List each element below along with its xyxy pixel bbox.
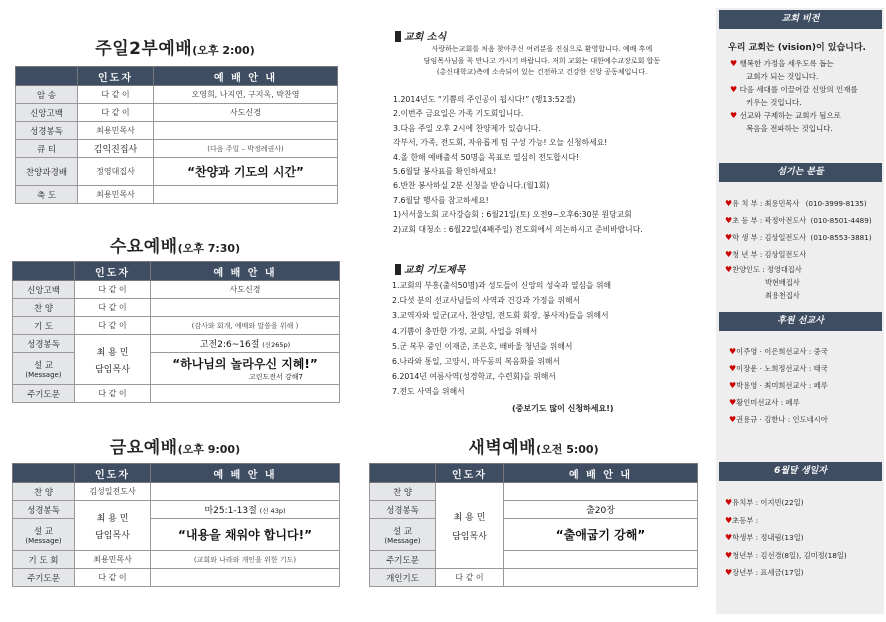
row-leader: 다 같 이 [75, 317, 151, 335]
heart-icon: ♥ [725, 199, 733, 208]
table-row [13, 483, 340, 501]
table-row [370, 569, 698, 587]
sunday2-time: (오후 2:00) [192, 44, 255, 57]
row-label: 찬 양 [13, 483, 75, 501]
row-label [13, 353, 75, 385]
list-item: 3.교역자와 일군(교사, 찬양팀, 전도회 회장, 봉사자)들을 위해서 [392, 311, 609, 321]
header-guide: 예 배 안 내 [151, 262, 340, 281]
table-row [13, 281, 340, 299]
row-guide: (교회와 나라와 개인을 위한 기도) [151, 551, 340, 569]
heart-icon: ♥ [725, 568, 733, 577]
table-header-row [13, 262, 340, 281]
table-row [16, 140, 338, 158]
list-item: ♥청년부 : 김선경(8일), 김미정(18일) [725, 550, 847, 560]
list-item: 4.기쁨이 충만한 가정, 교회, 사업을 위해서 [392, 326, 538, 336]
table-row [370, 519, 698, 551]
list-item: 1.2014년도 “기쁨의 주인공이 됩시다!” (행13:52절) [393, 95, 576, 104]
list-item: 3.다음 주일 오후 2시에 찬양제가 있습니다. [393, 123, 541, 133]
row-label: 성경봉독 [13, 335, 75, 353]
heart-icon: ♥ [725, 515, 733, 525]
header-leader: 인도자 [75, 262, 151, 281]
row-guide [151, 569, 340, 587]
sunday2-heading [15, 34, 335, 59]
row-label: 주기도문 [370, 551, 436, 569]
row-leader: 김익진집사 [78, 140, 154, 158]
scripture-ref: 마25:1-13절 [204, 506, 257, 516]
merged-leader [436, 483, 504, 569]
vision-lead: 우리 교회는 (vision)이 있습니다. [728, 43, 866, 53]
table-row [13, 569, 340, 587]
prayer-footer: (중보기도 많이 신청하세요!) [512, 404, 614, 413]
heart-icon: ♥ [729, 398, 737, 407]
row-label: 찬 양 [13, 299, 75, 317]
row-label: 신앙고백 [16, 104, 78, 122]
table-row [13, 299, 340, 317]
leader-role: 담임목사 [95, 530, 130, 541]
list-item: 4.올 한해 예배출석 50명을 목표로 열심히 전도합시다! [393, 152, 579, 162]
leader-name: 최 용 민 [96, 513, 129, 524]
prayer-list [392, 278, 611, 400]
row-guide: 오영희, 나지연, 구지옥, 박찬영 [154, 86, 338, 104]
sunday2-table [15, 66, 338, 204]
row-label: 큐 티 [16, 140, 78, 158]
scripture-page: (신265p) [262, 341, 291, 349]
row-guide: “찬양과 기도의 시간” [154, 158, 338, 186]
list-item: ♥ 행복한 가정을 세우도록 돕는 [730, 59, 834, 68]
wednesday-time: (오후 7:30) [177, 242, 241, 255]
birthdays-list [725, 494, 847, 582]
row-leader: 정영대집사 [78, 158, 154, 186]
list-item: ♥청 년 부 : 김상일전도사 [725, 250, 807, 259]
row-guide: “내용을 채워야 합니다!” [151, 519, 340, 551]
news-intro: 사랑하는교회를 처음 찾아주신 여러분을 진심으로 환영합니다. 예배 후에 담임목사님을 꼭 만나고 가시기 바랍니다. 저희 교회는 대한예수교장로회 합동 (총신대학교)측에 소속되어 있는 건전하고 건강한 신앙 공동체입니다. [423, 45, 661, 76]
list-item: ♥유 치 부 : 최용민목사 (010-3999-8135) [725, 199, 867, 208]
row-guide [151, 353, 340, 385]
row-guide [504, 483, 698, 501]
friday-title: 금요예배 [109, 438, 178, 458]
row-leader: 다 같 이 [78, 86, 154, 104]
servants-list [725, 195, 872, 302]
friday-table [12, 463, 340, 587]
header-guide: 예 배 안 내 [504, 464, 698, 483]
row-leader: 다 같 이 [436, 569, 504, 587]
row-guide: 사도신경 [151, 281, 340, 299]
square-bullet-icon [395, 264, 401, 275]
table-row [13, 551, 340, 569]
list-item: 박현배집사 [765, 278, 800, 287]
list-item: ♥찬양인도 : 정영대집사 [725, 265, 802, 274]
row-guide [151, 385, 340, 403]
row-label: 찬양과경배 [16, 158, 78, 186]
header-leader: 인도자 [78, 67, 154, 86]
table-header-row [13, 464, 340, 483]
row-label: 성경봉독 [13, 501, 75, 519]
row-label [13, 519, 75, 551]
label-main: 설 교 [392, 526, 413, 537]
list-item: 6.2014년 여름사역(성경학교, 수련회)을 위해서 [392, 372, 556, 382]
row-label: 암 송 [16, 86, 78, 104]
table-row [13, 353, 340, 385]
row-guide: 출20장 [504, 501, 698, 519]
scripture-ref: 고전2:6~16절 [199, 340, 260, 350]
list-item: ♥학생부 : 정내림(13일) [725, 533, 804, 542]
list-item: 7.6월달 행사를 참고하세요! [393, 195, 489, 205]
list-item: 1)서서울노회 교사강습회 : 6월21일(토) 오전9~오후6:30분 원당교회 [393, 210, 632, 220]
heart-icon: ♥ [730, 59, 738, 68]
row-guide: “출애굽기 강해” [504, 519, 698, 551]
heart-icon: ♥ [730, 85, 738, 94]
birthdays-header: 6월달 생일자 [719, 462, 882, 481]
row-label: 기 도 [13, 317, 75, 335]
row-leader: 김성일전도사 [75, 483, 151, 501]
heart-icon: ♥ [725, 498, 733, 507]
label-sub: (Message) [384, 536, 421, 545]
heart-icon: ♥ [730, 111, 738, 120]
list-item: ♥이장운 · 노희정선교사 : 태국 [729, 364, 828, 373]
vision-header: 교회 비전 [719, 10, 882, 29]
row-guide [504, 551, 698, 569]
dawn-title: 새벽예배 [468, 438, 537, 458]
list-item: ♥황인미선교사 : 페루 [729, 398, 800, 407]
heart-icon: ♥ [729, 347, 737, 356]
row-label: 주기도문 [13, 569, 75, 587]
news-list [393, 93, 643, 237]
row-label: 신앙고백 [13, 281, 75, 299]
row-leader: 최용민목사 [75, 551, 151, 569]
label-sub: (Message) [25, 536, 62, 545]
label-main: 설 교 [33, 526, 54, 537]
missionaries-list [729, 343, 828, 428]
row-guide [151, 483, 340, 501]
dawn-table [369, 463, 698, 587]
list-item: ♥학 생 부 : 김상일전도사 (010-8553-3881) [725, 233, 872, 242]
row-leader: 다 같 이 [75, 385, 151, 403]
table-row [16, 186, 338, 204]
servants-header: 섬기는 분들 [719, 163, 882, 182]
heart-icon: ♥ [725, 233, 733, 242]
merged-leader [75, 335, 151, 385]
table-row [13, 385, 340, 403]
header-guide: 예 배 안 내 [154, 67, 338, 86]
list-item: ♥초 등 부 : 곽정아전도사 (010-8501-4489) [725, 216, 872, 225]
list-item: 6.반찬 봉사하실 2분 신청을 받습니다.(월1회) [393, 181, 550, 191]
list-item: ♥권용규 · 김한나 : 인도네시아 [729, 415, 828, 424]
list-item: 6.나라와 통일, 고양시, 마두동의 복음화를 위해서 [392, 357, 560, 367]
heart-icon: ♥ [725, 550, 733, 560]
table-row [370, 551, 698, 569]
friday-heading [12, 433, 338, 458]
sermon-title: “하나님의 놀라우신 지혜!” [172, 357, 318, 371]
list-item: ♥초등부 : [725, 515, 759, 525]
list-item: 7.전도 사역을 위해서 [392, 387, 465, 397]
row-leader: 최용민목사 [78, 122, 154, 140]
list-item: ♥유치부 : 이지빈(22일) [725, 498, 804, 507]
row-label: 찬 양 [370, 483, 436, 501]
heart-icon: ♥ [725, 533, 733, 542]
header-leader: 인도자 [436, 464, 504, 483]
list-item: 2.이번주 금요일은 가족 기도회입니다. [393, 109, 524, 119]
list-item: 5.6월달 봉사표를 확인하세요! [393, 167, 497, 177]
table-row [13, 335, 340, 353]
heart-icon: ♥ [729, 415, 737, 424]
dawn-heading [370, 433, 697, 458]
dawn-time: (오전 5:00) [536, 443, 599, 456]
merged-leader [75, 501, 151, 551]
leader-role: 담임목사 [95, 364, 130, 375]
news-title: 교회 소식 [395, 28, 446, 43]
row-guide [154, 122, 338, 140]
list-item: 2)교회 대청소 : 6월22일(4째주일) 전도회에서 의논하시고 준비바랍니다. [393, 224, 643, 234]
table-row [370, 483, 698, 501]
table-row [13, 519, 340, 551]
table-row [16, 104, 338, 122]
table-row [16, 158, 338, 186]
friday-time: (오후 9:00) [177, 443, 241, 456]
list-item: 1.교회의 부흥(출석50명)과 성도들이 신앙의 성숙과 열심을 위해 [392, 281, 612, 290]
row-guide: (다음 주일 – 박정례권사) [154, 140, 338, 158]
row-guide: 사도신경 [154, 104, 338, 122]
list-item: 5.군 복무 중인 이재준, 조은호, 배바울 청년을 위해서 [392, 341, 573, 351]
leader-name: 최 용 민 [453, 512, 486, 523]
heart-icon: ♥ [725, 216, 733, 225]
row-label: 기 도 회 [13, 551, 75, 569]
row-leader: 다 같 이 [78, 104, 154, 122]
row-leader: 다 같 이 [75, 569, 151, 587]
list-item: 2.다섯 분의 선교사님들의 사역과 건강과 가정을 위해서 [392, 296, 581, 306]
list-item: ♥박용영 · 최미희선교사 : 페루 [729, 381, 828, 390]
table-header-row [16, 67, 338, 86]
row-label: 성경봉독 [16, 122, 78, 140]
table-row [16, 122, 338, 140]
label-main: 설 교 [33, 360, 54, 371]
row-guide [151, 299, 340, 317]
scripture-page: (신 43p) [259, 507, 286, 515]
row-leader: 다 같 이 [75, 299, 151, 317]
leader-role: 담임목사 [452, 531, 487, 542]
row-leader: 다 같 이 [75, 281, 151, 299]
wednesday-heading [12, 232, 338, 257]
prayer-title: 교회 기도제목 [395, 261, 465, 276]
list-item: 최용천집사 [765, 291, 800, 300]
list-item: 교회가 되는 것입니다. [746, 72, 819, 81]
missionaries-header: 후원 선교사 [719, 312, 882, 331]
heart-icon: ♥ [725, 265, 733, 274]
heart-icon: ♥ [729, 364, 737, 373]
header-leader: 인도자 [75, 464, 151, 483]
row-label [370, 519, 436, 551]
row-guide [151, 335, 340, 353]
row-guide [504, 569, 698, 587]
header-guide: 예 배 안 내 [151, 464, 340, 483]
list-item: 각부서, 가족, 전도회, 자유롭게 팀 구성 가능! 오늘 신청하세요! [393, 138, 608, 148]
row-leader: 최용민목사 [78, 186, 154, 204]
leader-name: 최 용 민 [96, 347, 129, 358]
row-label: 주기도문 [13, 385, 75, 403]
row-label: 개인기도 [370, 569, 436, 587]
row-label: 축 도 [16, 186, 78, 204]
sunday2-title: 주일2부예배 [95, 39, 193, 59]
row-guide [151, 501, 340, 519]
list-item: 복음을 전파하는 것입니다. [746, 124, 833, 133]
wednesday-title: 수요예배 [109, 237, 178, 257]
table-row [16, 86, 338, 104]
table-header-row [370, 464, 698, 483]
wednesday-table [12, 261, 340, 403]
table-row [13, 501, 340, 519]
square-bullet-icon [395, 31, 401, 42]
sermon-series: 고린도전서 강해7 [248, 373, 303, 381]
list-item: ♥ 다음 세대를 이끌어갈 신앙의 인재를 [730, 85, 858, 94]
label-sub: (Message) [25, 370, 62, 379]
table-row [370, 501, 698, 519]
list-item: 키우는 것입니다. [746, 98, 802, 107]
list-item: ♥장년부 : 표세금(17일) [725, 568, 804, 577]
row-guide: (감사와 회개, 예배와 말씀을 위해 ) [151, 317, 340, 335]
list-item: ♥이주영 · 이은희선교사 : 중국 [729, 347, 828, 356]
vision-list [730, 57, 858, 135]
row-guide [154, 186, 338, 204]
list-item: ♥ 선교와 구제하는 교회가 됨으로 [730, 111, 841, 120]
heart-icon: ♥ [729, 381, 737, 390]
table-row [13, 317, 340, 335]
row-label: 성경봉독 [370, 501, 436, 519]
heart-icon: ♥ [725, 250, 733, 259]
